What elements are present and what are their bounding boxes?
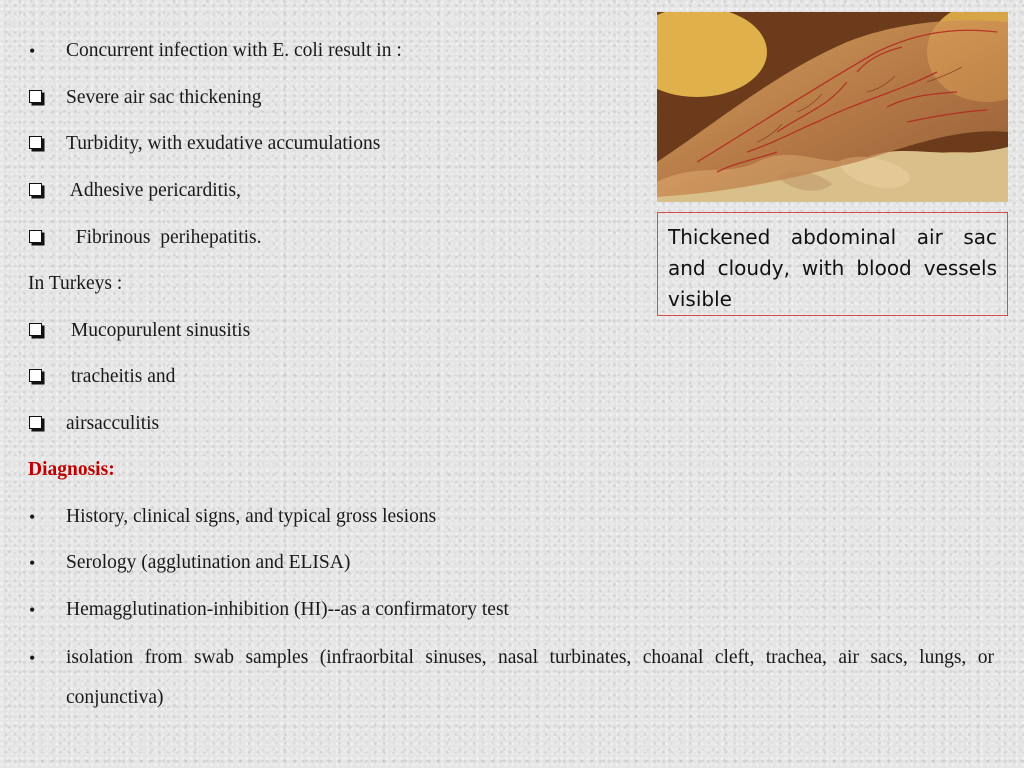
symptom-text: Severe air sac thickening bbox=[66, 87, 262, 108]
checkbox-bullet-icon bbox=[29, 136, 42, 149]
diagnosis-heading: Diagnosis: bbox=[28, 459, 115, 480]
bullet-dot: • bbox=[29, 600, 36, 620]
turkey-item-text: tracheitis and bbox=[66, 366, 176, 387]
diagnosis-text: History, clinical signs, and typical gross lesions bbox=[66, 506, 437, 527]
intro-text: Concurrent infection with E. coli result in : bbox=[66, 40, 402, 61]
checkbox-bullet-icon bbox=[29, 90, 42, 103]
checkbox-bullet-icon bbox=[29, 369, 42, 382]
checkbox-bullet-icon bbox=[29, 183, 42, 196]
air-sac-illustration bbox=[657, 12, 1008, 202]
checkbox-bullet-icon bbox=[29, 323, 42, 336]
diagnosis-text: Hemagglutination-inhibition (HI)--as a confirmatory test bbox=[66, 599, 509, 620]
checkbox-bullet-icon bbox=[29, 230, 42, 243]
diagnosis-text: isolation from swab samples (infraorbital sinuses, nasal turbinates, choanal cleft, trachea, air sacs, lungs, or conjunctiva) bbox=[66, 647, 994, 708]
air-sac-photo bbox=[657, 12, 1008, 202]
symptom-text: Fibrinous perihepatitis. bbox=[66, 227, 262, 248]
checkbox-bullet-icon bbox=[29, 416, 42, 429]
bullet-dot: • bbox=[29, 41, 36, 61]
bullet-dot: • bbox=[29, 507, 36, 527]
figure-caption: Thickened abdominal air sac and cloudy, with blood vessels visible bbox=[657, 212, 1008, 316]
symptom-text: Turbidity, with exudative accumulations bbox=[66, 133, 381, 154]
turkey-item-text: Mucopurulent sinusitis bbox=[66, 320, 251, 341]
diagnosis-text: Serology (agglutination and ELISA) bbox=[66, 552, 351, 573]
symptom-text: Adhesive pericarditis, bbox=[66, 180, 241, 201]
bullet-dot: • bbox=[29, 553, 36, 573]
turkeys-heading: In Turkeys : bbox=[28, 273, 123, 294]
bullet-dot: • bbox=[29, 648, 36, 668]
turkey-item-text: airsacculitis bbox=[66, 413, 160, 434]
